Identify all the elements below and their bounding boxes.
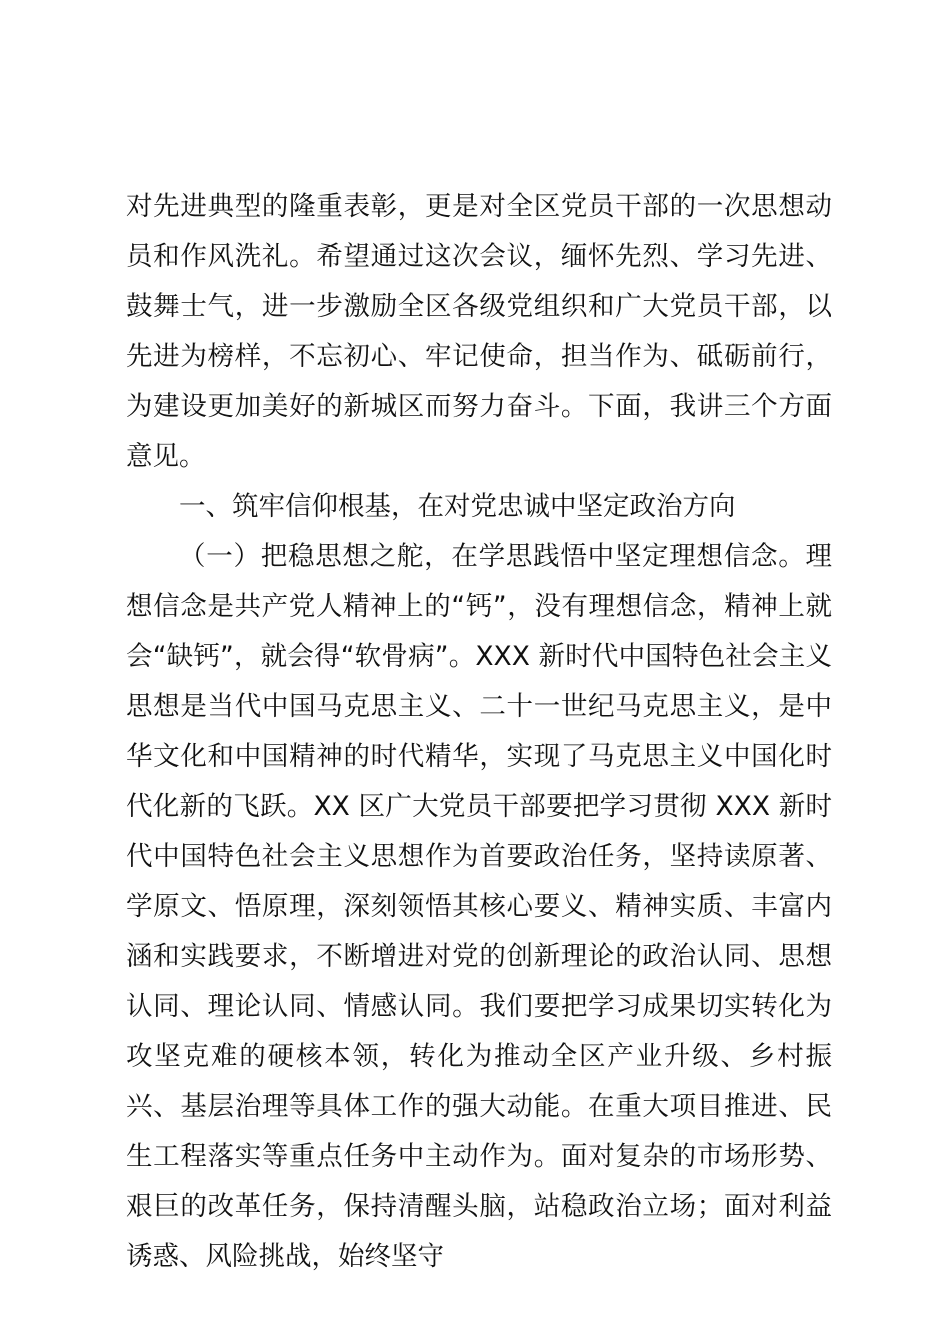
paragraph-body: （一）把稳思想之舵，在学思践悟中坚定理想信念。理想信念是共产党人精神上的“钙”，没有理想信念，精神上就会“缺钙”，就会得“软骨病”。XXX 新时代中国特色社会主义思想是当代中国马克思主义、二十一世纪马克思主义，是中华文化和中国精神的时代精华，实现了马克思主义中国化时代化新的飞跃。XX 区广大党员干部要把学习贯彻 XXX 新时代中国特色社会主义思想作为首要政治任务，坚持读原著、学原文、悟原理，深刻领悟其核心要义、精神实质、丰富内涵和实践要求，不断增进对党的创新理论的政治认同、思想认同、理论认同、情感认同。我们要把学习成果切实转化为攻坚克难的硬核本领，转化为推动全区产业升级、乡村振兴、基层治理等具体工作的强大动能。在重大项目推进、民生工程落实等重点任务中主动作为。面对复杂的市场形势、艰巨的改革任务，保持清醒头脑，站稳政治立场；面对利益诱惑、风险挑战，始终坚守 <box>126 541 832 1272</box>
paragraph-continuation: 对先进典型的隆重表彰，更是对全区党员干部的一次思想动员和作风洗礼。希望通过这次会议，缅怀先烈、学习先进、鼓舞士气，进一步激励全区各级党组织和广大党员干部，以先进为榜样，不忘初心、牢记使命，担当作为、砥砺前行，为建设更加美好的新城区而努力奋斗。下面，我讲三个方面意见。 <box>126 191 832 472</box>
document-body <box>126 182 832 1282</box>
section-heading: 一、筑牢信仰根基，在对党忠诚中坚定政治方向 <box>179 491 736 522</box>
